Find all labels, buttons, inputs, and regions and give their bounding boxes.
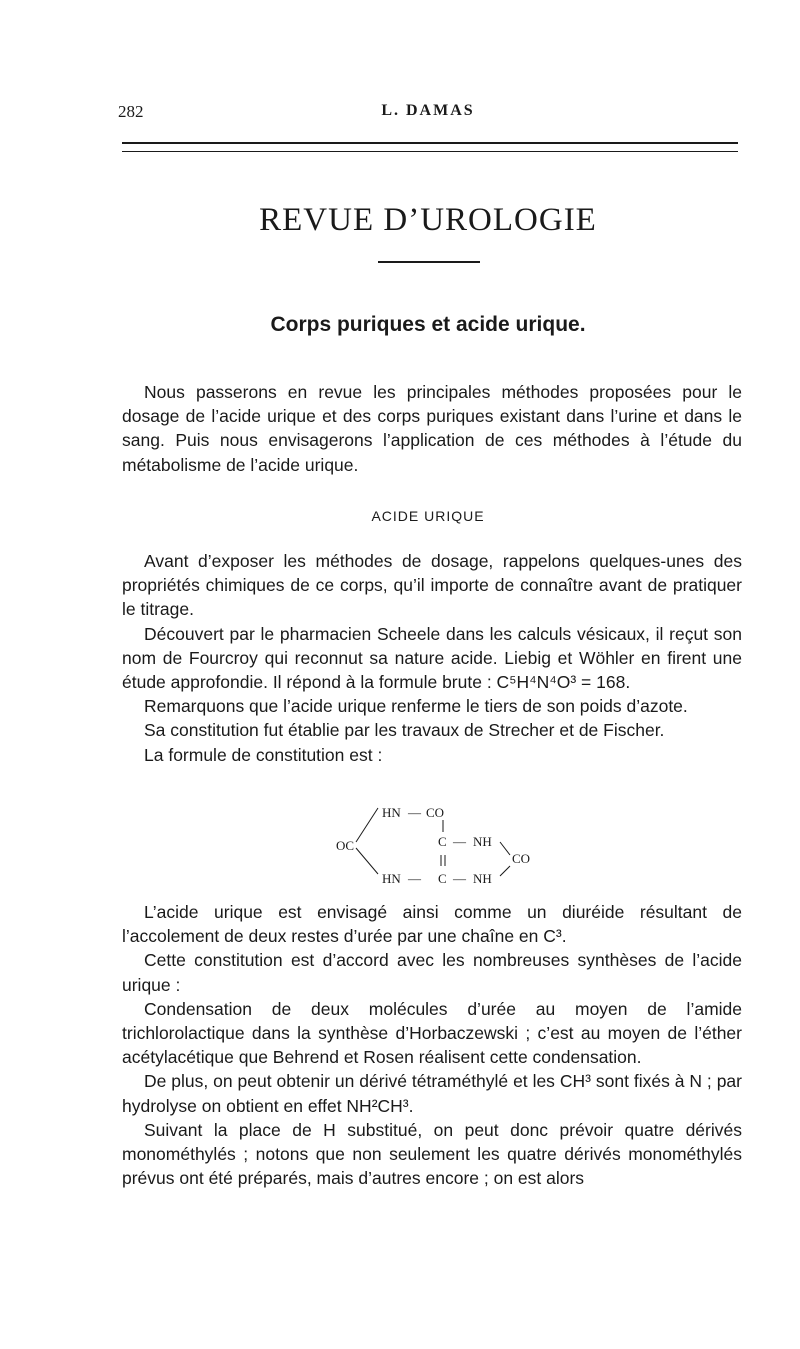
paragraph: Remarquons que l’acide urique renferme le tiers de son poids d’azote. (144, 696, 688, 717)
bond-line (356, 848, 378, 874)
formula-hn-top: HN (382, 805, 401, 820)
running-head: L. DAMAS (381, 102, 475, 119)
intro-paragraph: Nous passerons en revue les principales méthodes proposées pour le dosage de l’acide urique et des corps puriques existant dans l’urine et dans le sang. Puis nous envisagerons l’application de ces méthodes à l’étude du métabolisme de l’acide urique. (122, 382, 742, 475)
formula-nh-bottom: NH (473, 871, 492, 886)
formula-c-mid: C (438, 834, 447, 849)
title-rule (378, 261, 480, 263)
formula-oc: OC (336, 838, 355, 853)
section-heading: ACIDE URIQUE (371, 508, 485, 524)
formula-nh-mid: NH (473, 834, 492, 849)
bond-line (500, 866, 510, 876)
header-double-rule (122, 142, 738, 152)
uric-acid-structure-diagram (330, 800, 550, 890)
paragraph: La formule de constitution est : (144, 744, 383, 765)
formula-hn-bottom: HN (382, 871, 401, 886)
formula-dash: — (453, 871, 466, 886)
formula-dash: — (408, 805, 421, 820)
page-header (118, 100, 738, 130)
paragraph: Avant d’exposer les méthodes de dosage, rappelons quelques-unes des propriétés chimiques de ce corps, qu’il importe de connaître avant de pratiquer le titrage. (122, 551, 742, 620)
paragraph: Condensation de deux molécules d’urée au moyen de l’amide trichlorolactique dans la synthèse d’Horbaczewski ; c’est au moyen de l’éther acétylacétique que Behrend et Rosen réalisent cette condensation. (122, 998, 742, 1068)
paragraph: L’acide urique est envisagé ainsi comme un diuréide résultant de l’accolement de deux restes d’urée par une chaîne en C³. (122, 902, 742, 947)
paragraph: Cette constitution est d’accord avec les nombreuses synthèses de l’acide urique : (122, 950, 742, 995)
formula-co-right: CO (512, 851, 531, 866)
bond-line (356, 808, 378, 842)
paragraph: Suivant la place de H substitué, on peut donc prévoir quatre dérivés monométhylés ; notons que non seulement les quatre dérivés monométhylés prévus ont été préparés, mais d’autres encore ; on est alors (122, 1119, 742, 1189)
body-text-1 (122, 549, 742, 767)
intro-paragraph-block (122, 380, 742, 477)
bond-line (500, 842, 510, 855)
page-number: 282 (118, 102, 144, 121)
body-text-2 (122, 900, 742, 1190)
structural-formula (330, 800, 550, 890)
article-subtitle: Corps puriques et acide urique. (270, 313, 586, 336)
formula-dash: — (408, 871, 421, 886)
paragraph: Sa constitution fut établie par les travaux de Strecher et de Fischer. (144, 720, 665, 741)
formula-dash: — (453, 834, 466, 849)
formula-co-top: CO (426, 805, 445, 820)
paragraph: Découvert par le pharmacien Scheele dans les calculs vésicaux, il reçut son nom de Fourcroy qui reconnut sa nature acide. Liebig et Wöhler en firent une étude approfondie. Il répond à la formule brute : C⁵H⁴N⁴O³ = 168. (122, 623, 742, 693)
formula-c-bottom: C (438, 871, 447, 886)
paragraph: De plus, on peut obtenir un dérivé tétraméthylé et les CH³ sont fixés à N ; par hydrolyse on obtient en effet NH²CH³. (122, 1071, 742, 1116)
article-title: REVUE D’UROLOGIE (259, 202, 597, 238)
